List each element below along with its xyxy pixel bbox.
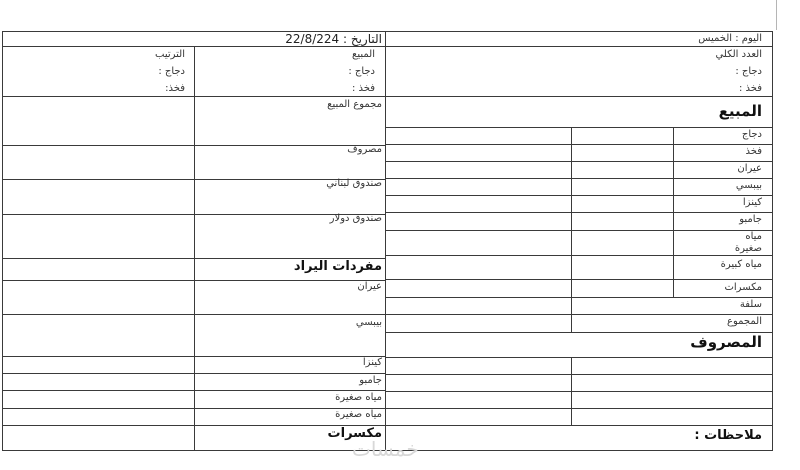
right-line	[385, 425, 773, 426]
sold-chicken-label: دجاج :	[348, 66, 375, 77]
revenue-item: مكسرات	[327, 426, 382, 441]
order-header-label: الترتيب	[155, 49, 185, 60]
left-line	[2, 214, 386, 215]
right-line	[385, 212, 773, 213]
sales-total-label: مجموع المبيع	[327, 99, 382, 110]
center-divider	[385, 31, 386, 451]
revenue-item: مياه صغيرة	[335, 409, 382, 420]
expense-label: مصروف	[347, 144, 382, 155]
revenue-item: جامبو	[359, 375, 382, 386]
revenue-item: عيران	[357, 281, 382, 292]
right-line	[385, 96, 773, 97]
revenue-item: بيبسي	[355, 317, 382, 328]
right-line	[385, 391, 773, 392]
sales-row: بيبسي	[735, 180, 762, 191]
sales-row: مكسرات	[724, 282, 762, 293]
total-chicken-label: دجاج :	[735, 66, 762, 77]
right-line	[385, 178, 773, 179]
sales-row: سلفة	[739, 299, 762, 310]
left-line	[2, 280, 386, 281]
sold-header-label: المبيع	[352, 49, 375, 60]
sales-row: المجموع	[727, 316, 762, 327]
right-line	[385, 314, 773, 315]
lbp-box-label: صندوق لبناني	[326, 178, 382, 189]
revenue-item: مياه صغيرة	[335, 392, 382, 403]
page-edge-mark	[776, 0, 777, 30]
border-right	[772, 31, 773, 451]
header-line	[2, 46, 773, 47]
left-line	[2, 356, 386, 357]
right-line	[385, 127, 773, 128]
sales-title: المبيع	[718, 102, 762, 120]
right-line	[385, 255, 773, 256]
border-top	[2, 31, 773, 32]
right-line	[385, 195, 773, 196]
border-left	[2, 31, 3, 451]
sales-row: مياه صغيرة	[734, 231, 762, 254]
total-thighs-label: فخذ :	[738, 83, 762, 94]
right-line	[385, 374, 773, 375]
sales-row: جامبو	[739, 214, 762, 225]
date-label: التاريخ : 22/8/224	[285, 32, 382, 46]
sales-row: دجاج	[741, 129, 762, 140]
left-line	[2, 390, 386, 391]
sold-thighs-label: فخذ :	[351, 83, 375, 94]
sales-row: عيران	[737, 163, 762, 174]
sales-row: كينزا	[742, 197, 762, 208]
right-line	[385, 230, 773, 231]
left-line	[2, 314, 386, 315]
left-line	[2, 373, 386, 374]
expenses-title: المصروف	[690, 333, 762, 351]
order-chicken-label: دجاج :	[158, 66, 185, 77]
revenue-item: كينزا	[362, 357, 382, 368]
revenue-items-title: مفردات اليراد	[293, 259, 382, 274]
sales-row: فخذ	[745, 146, 762, 157]
notes-label: ملاحظات :	[694, 428, 762, 443]
right-line	[385, 279, 773, 280]
right-line	[385, 144, 773, 145]
total-count-label: العدد الكلي	[715, 49, 762, 60]
right-line	[385, 408, 773, 409]
sales-row: مياه كبيرة	[720, 259, 762, 270]
usd-box-label: صندوق دولار	[329, 213, 382, 224]
left-line	[2, 96, 386, 97]
day-label: اليوم : الخميس	[698, 33, 762, 44]
left-line	[2, 145, 386, 146]
order-thighs-label: فخذ:	[165, 83, 185, 94]
right-line	[385, 297, 773, 298]
watermark-logo: خمسات	[352, 437, 419, 461]
left-line	[2, 408, 386, 409]
right-line	[385, 357, 773, 358]
right-line	[385, 161, 773, 162]
